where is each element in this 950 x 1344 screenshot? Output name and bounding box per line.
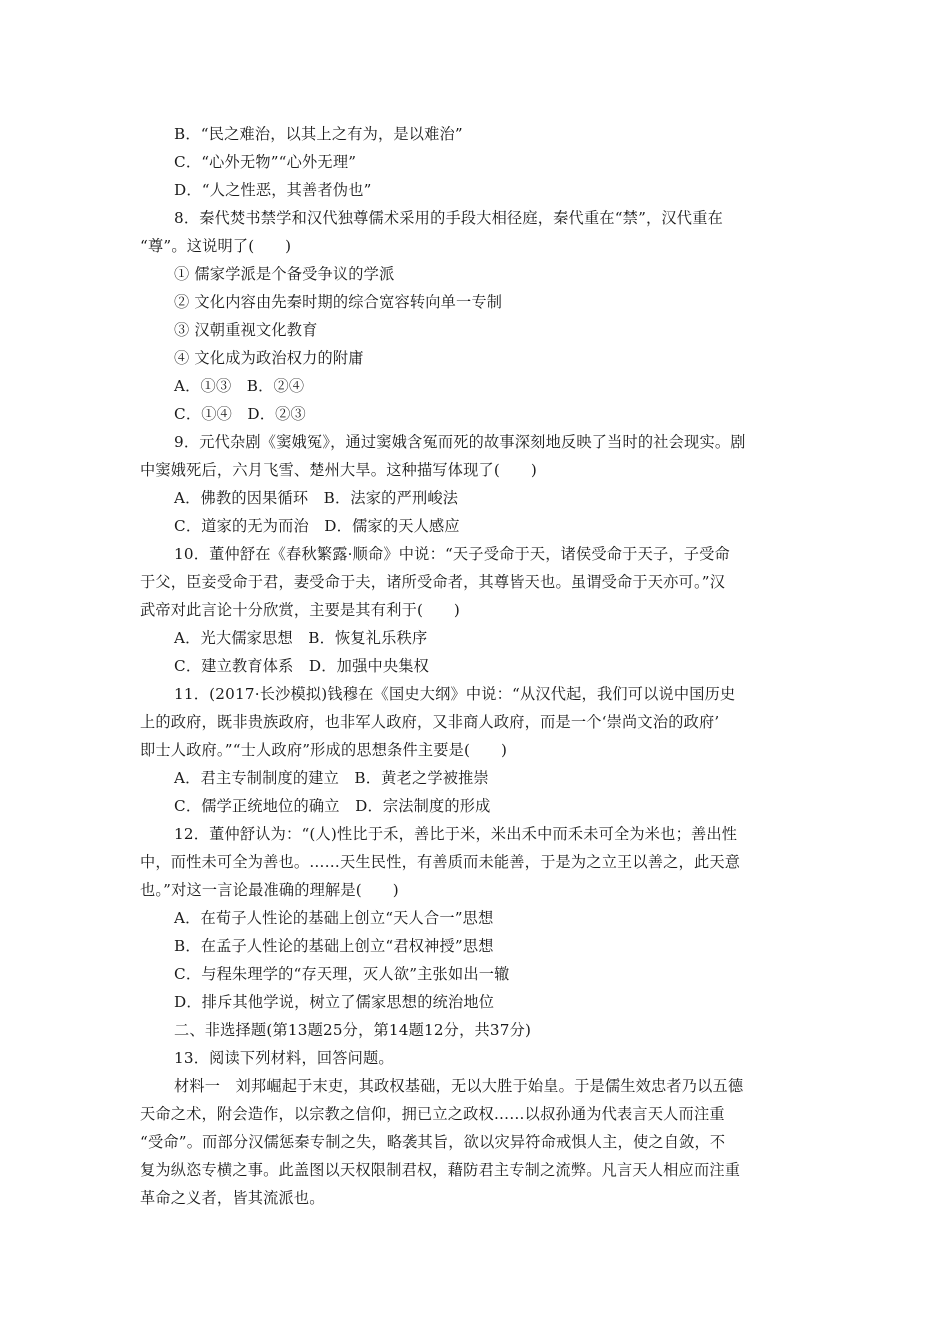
text-line: 也。”对这一言论最准确的理解是( ) xyxy=(140,881,399,899)
text-line: “受命”。而部分汉儒惩秦专制之失，略袭其旨，欲以灾异符命戒惧人主，使之自敛，不 xyxy=(140,1133,726,1151)
text-line: 材料一 刘邦崛起于末吏，其政权基础，无以大胜于始皇。于是儒生效忠者乃以五德 xyxy=(174,1077,744,1095)
text-line: 11．(2017·长沙模拟)钱穆在《国史大纲》中说：“从汉代起，我们可以说中国历史 xyxy=(174,685,736,703)
text-line: A．佛教的因果循环 B．法家的严刑峻法 xyxy=(174,489,459,507)
text-line: A．在荀子人性论的基础上创立“天人合一”思想 xyxy=(174,909,494,927)
document-page xyxy=(0,120,950,1212)
text-line: C．①④ D．②③ xyxy=(174,405,306,423)
text-line: 武帝对此言论十分欣赏，主要是其有利于( ) xyxy=(140,601,461,619)
text-line: 即士人政府。”“士人政府”形成的思想条件主要是( ) xyxy=(140,741,508,759)
text-line: 8．秦代焚书禁学和汉代独尊儒术采用的手段大相径庭，秦代重在“禁”，汉代重在 xyxy=(174,209,723,227)
text-line: C．“心外无物”“心外无理” xyxy=(174,153,357,171)
text-line: 13．阅读下列材料，回答问题。 xyxy=(174,1049,394,1067)
text-line: ③ 汉朝重视文化教育 xyxy=(174,321,318,339)
text-line: B．在孟子人性论的基础上创立“君权神授”思想 xyxy=(174,937,494,955)
text-line: 二、非选择题(第13题25分，第14题12分，共37分) xyxy=(174,1021,532,1039)
text-line: 革命之义者，皆其流派也。 xyxy=(140,1189,325,1207)
text-line: A．君主专制制度的建立 B．黄老之学被推崇 xyxy=(174,769,489,787)
text-line: 9．元代杂剧《窦娥冤》，通过窦娥含冤而死的故事深刻地反映了当时的社会现实。剧 xyxy=(174,433,746,451)
text-line: 12．董仲舒认为：“(人)性比于禾，善比于米，米出禾中而禾未可全为米也；善出性 xyxy=(174,825,738,843)
text-line: C．与程朱理学的“存天理，灭人欲”主张如出一辙 xyxy=(174,965,510,983)
text-line: 10．董仲舒在《春秋繁露·顺命》中说：“天子受命于天，诸侯受命于天子，子受命 xyxy=(174,545,730,563)
text-line: 复为纵恣专横之事。此盖图以天权限制君权，藉防君主专制之流弊。凡言天人相应而注重 xyxy=(140,1161,741,1179)
text-line: C．儒学正统地位的确立 D．宗法制度的形成 xyxy=(174,797,491,815)
text-line: 中，而性未可全为善也。……天生民性，有善质而未能善，于是为之立王以善之，此天意 xyxy=(140,853,741,871)
text-line: C．道家的无为而治 D．儒家的天人感应 xyxy=(174,517,460,535)
text-line: C．建立教育体系 D．加强中央集权 xyxy=(174,657,430,675)
text-line: “尊”。这说明了( ) xyxy=(140,237,292,255)
text-line: ② 文化内容由先秦时期的综合宽容转向单一专制 xyxy=(174,293,503,311)
text-line: 中窦娥死后，六月飞雪、楚州大旱。这种描写体现了( ) xyxy=(140,461,537,479)
text-line: A．光大儒家思想 B．恢复礼乐秩序 xyxy=(174,629,428,647)
text-line: 天命之术，附会造作，以宗教之信仰，拥已立之政权……以叔孙通为代表言天人而注重 xyxy=(140,1105,725,1123)
text-line: D．排斥其他学说，树立了儒家思想的统治地位 xyxy=(174,993,495,1011)
text-line: ④ 文化成为政治权力的附庸 xyxy=(174,349,364,367)
text-line: 于父，臣妾受命于君，妻受命于夫，诸所受命者，其尊皆天也。虽谓受命于天亦可。”汉 xyxy=(140,573,726,591)
text-line: D．“人之性恶，其善者伪也” xyxy=(174,181,372,199)
text-line: 上的政府，既非贵族政府，也非军人政府，又非商人政府，而是一个‘崇尚文治的政府’ xyxy=(140,713,720,731)
text-line: ① 儒家学派是个备受争议的学派 xyxy=(174,265,395,283)
text-line: B．“民之难治，以其上之有为，是以难治” xyxy=(174,125,463,143)
text-line: A．①③ B．②④ xyxy=(174,377,305,395)
